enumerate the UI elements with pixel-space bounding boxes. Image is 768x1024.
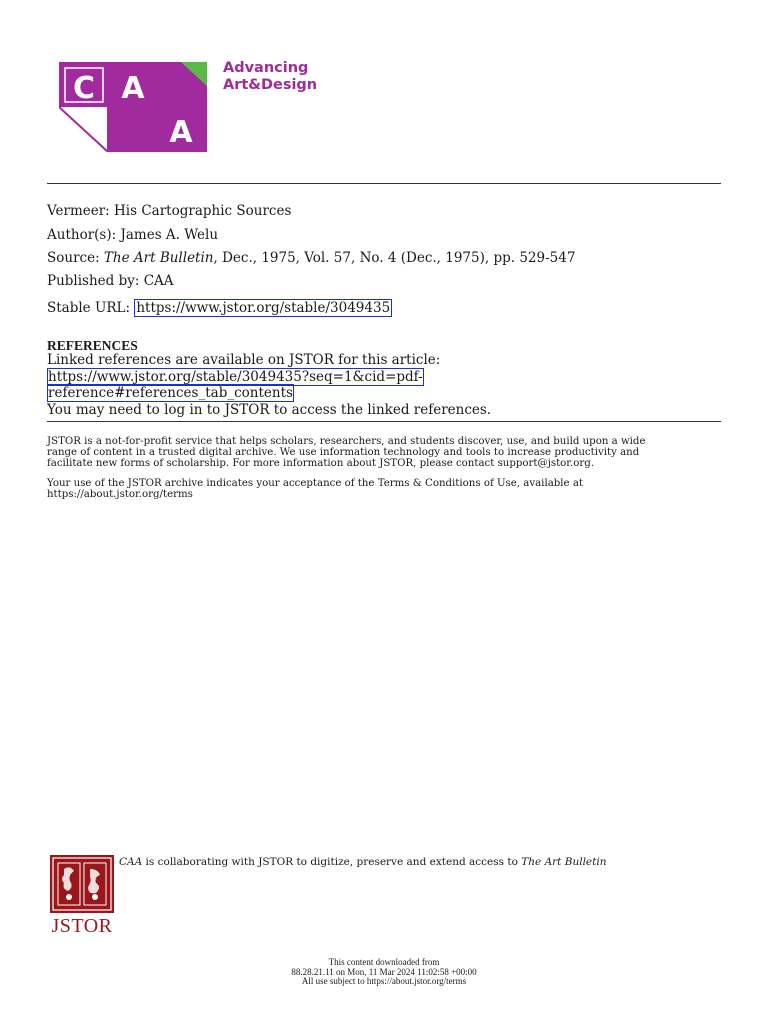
tagline-line-1: Advancing	[223, 60, 309, 76]
about-line-2: range of content in a trusted digital archive. We use information technology and tools to increase productivity and	[47, 447, 640, 459]
references-intro: Linked references are available on JSTOR for this article:	[47, 352, 441, 368]
source-label: Source:	[47, 250, 100, 266]
download-footer	[200, 958, 568, 987]
article-title: Vermeer: His Cartographic Sources	[47, 203, 292, 219]
jstor-logo	[50, 855, 114, 937]
references-link-cont[interactable]	[47, 385, 491, 402]
jstor-wordmark: JSTOR	[51, 915, 113, 937]
about-line-3: facilitate new forms of scholarship. For more information about JSTOR, please contact support@jstor.org.	[47, 458, 595, 470]
references-link[interactable]	[47, 369, 491, 386]
middle-divider	[47, 421, 721, 422]
references-note: You may need to log in to JSTOR to access the linked references.	[47, 401, 492, 418]
authors-line	[47, 226, 218, 244]
references-block	[47, 352, 491, 418]
stable-url-label: Stable URL:	[47, 300, 131, 316]
jstor-emblem-icon	[50, 855, 114, 913]
source-line	[47, 249, 575, 267]
jstor-terms	[47, 478, 727, 500]
terms-line-1: Your use of the JSTOR archive indicates your acceptance of the Terms & Conditions of Use, available at	[47, 478, 583, 489]
references-link-line-1[interactable]: https://www.jstor.org/stable/3049435?seq=1&cid=pdf-	[48, 368, 423, 385]
stable-url-line	[47, 299, 392, 317]
source-journal: The Art Bulletin	[103, 250, 214, 266]
collab-org: CAA	[119, 856, 143, 868]
collab-text: is collaborating with JSTOR to digitize, preserve and extend access to	[142, 856, 522, 868]
collab-journal: The Art Bulletin	[521, 856, 607, 868]
logo-letter-a1: A	[121, 71, 145, 106]
references-link-line-2[interactable]: reference#references_tab_contents	[48, 385, 293, 401]
authors-label: Author(s):	[47, 227, 117, 243]
stable-url-link[interactable]: https://www.jstor.org/stable/3049435	[136, 300, 391, 316]
published-label: Published by:	[47, 273, 140, 289]
tagline-line-2: Art&Design	[223, 77, 318, 93]
jstor-about	[47, 436, 727, 470]
source-details: , Dec., 1975, Vol. 57, No. 4 (Dec., 1975), pp. 529-547	[213, 250, 576, 266]
references-heading: REFERENCES	[47, 338, 138, 353]
about-line-1: JSTOR is a not-for-profit service that helps scholars, researchers, and students discover, use, and build upon a wide	[47, 436, 646, 447]
collaboration-statement	[119, 856, 606, 868]
published-line	[47, 272, 174, 290]
footer-line-2: 88.28.21.11 on Mon, 11 Mar 2024 11:02:58 +00:00	[291, 966, 477, 977]
authors-value: James A. Welu	[120, 227, 219, 243]
logo-tagline	[223, 60, 317, 94]
publisher-value: CAA	[143, 273, 174, 289]
footer-line-3: All use subject to https://about.jstor.org/terms	[301, 976, 467, 987]
logo-letter-c: C	[72, 71, 96, 106]
caa-logo-graphic	[59, 62, 207, 152]
terms-line-2[interactable]: https://about.jstor.org/terms	[47, 489, 193, 501]
logo-letter-a2: A	[169, 115, 193, 150]
top-divider	[47, 183, 721, 184]
footer-line-1: This content downloaded from	[328, 957, 440, 967]
caa-logo	[59, 62, 207, 152]
